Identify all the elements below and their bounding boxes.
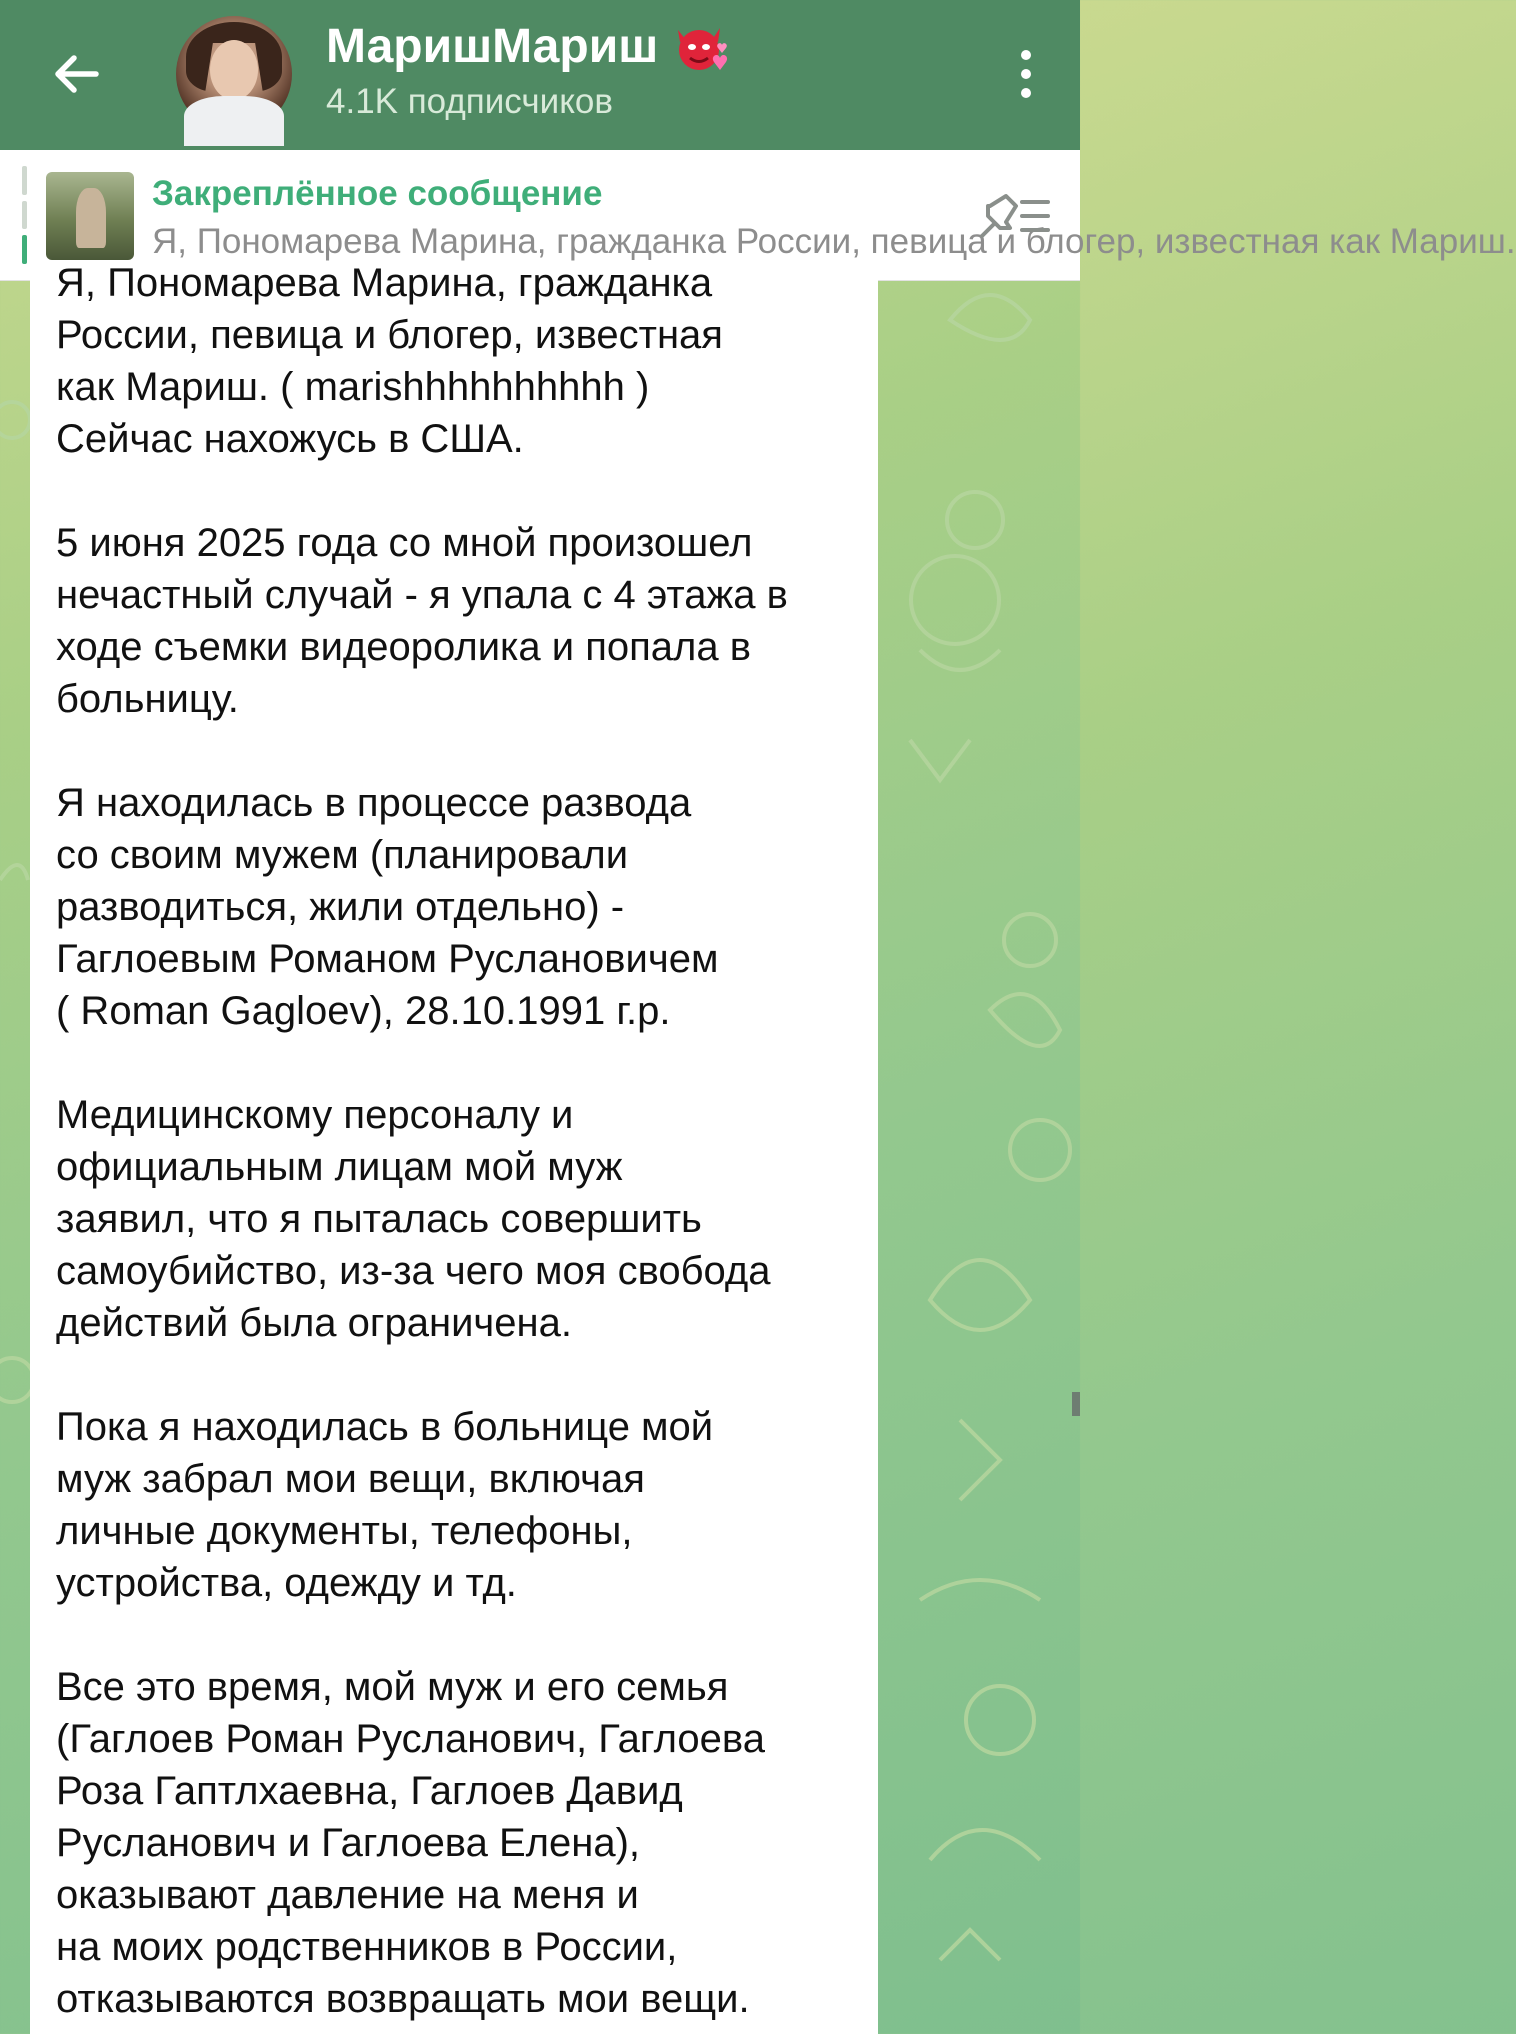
arrow-left-icon	[50, 48, 102, 100]
channel-avatar[interactable]	[176, 16, 292, 132]
channel-name: МаришМариш	[326, 19, 659, 73]
pinned-position-indicator	[22, 166, 27, 264]
message-bubble[interactable]	[30, 261, 878, 2034]
subscriber-count: 4.1K подписчиков	[326, 82, 613, 121]
pinned-message-preview: Я, Пономарева Марина, гражданка России, певица и блогер, известная как Мариш.	[152, 222, 1516, 261]
pinned-list-button[interactable]	[976, 192, 1052, 240]
pinned-message-title: Закреплённое сообщение	[152, 174, 603, 213]
scrollbar-thumb[interactable]	[1072, 1392, 1080, 1416]
more-menu-button[interactable]	[996, 40, 1056, 108]
channel-title[interactable]	[326, 18, 730, 74]
message-text: Я, Пономарева Марина, гражданка России, певица и блогер, известная как Мариш. ( marishhhhhhhhhh ) Сейчас нахожусь в США. 5 июня 2025 года со мной произошел нечастный случай - я упала с 4 этажа в ходе съемки видеоролика и попала в больницу. Я находилась в процессе развода со своим мужем (планировали разводиться, жили отдельно) - Гаглоевым Романом Руслановичем ( Roman Gagloev), 28.10.1991 г.р. Медицинскому персоналу и официальным лицам мой муж заявил, что я пыталась совершить самоубийство, из-за чего моя свобода действий была ограничена. Пока я находилась в больнице мой муж забрал мои вещи, включая личные документы, телефоны, устройства, одежду и тд. Все это время, мой муж и его семья (Гаглоев Роман Русланович, Гаглоева Роза Гаптлхаевна, Гаглоев Давид Русланович и Гаглоева Елена), оказывают давление на меня и на моих родственников в России, отказываются возвращать мои вещи.	[56, 261, 788, 2021]
channel-header	[0, 0, 1080, 150]
more-vertical-icon	[1021, 50, 1031, 60]
back-button[interactable]	[40, 38, 112, 110]
unpin-list-icon	[976, 192, 1052, 240]
pinned-message-thumbnail	[46, 172, 134, 260]
devil-with-hearts-emoji	[670, 18, 730, 74]
